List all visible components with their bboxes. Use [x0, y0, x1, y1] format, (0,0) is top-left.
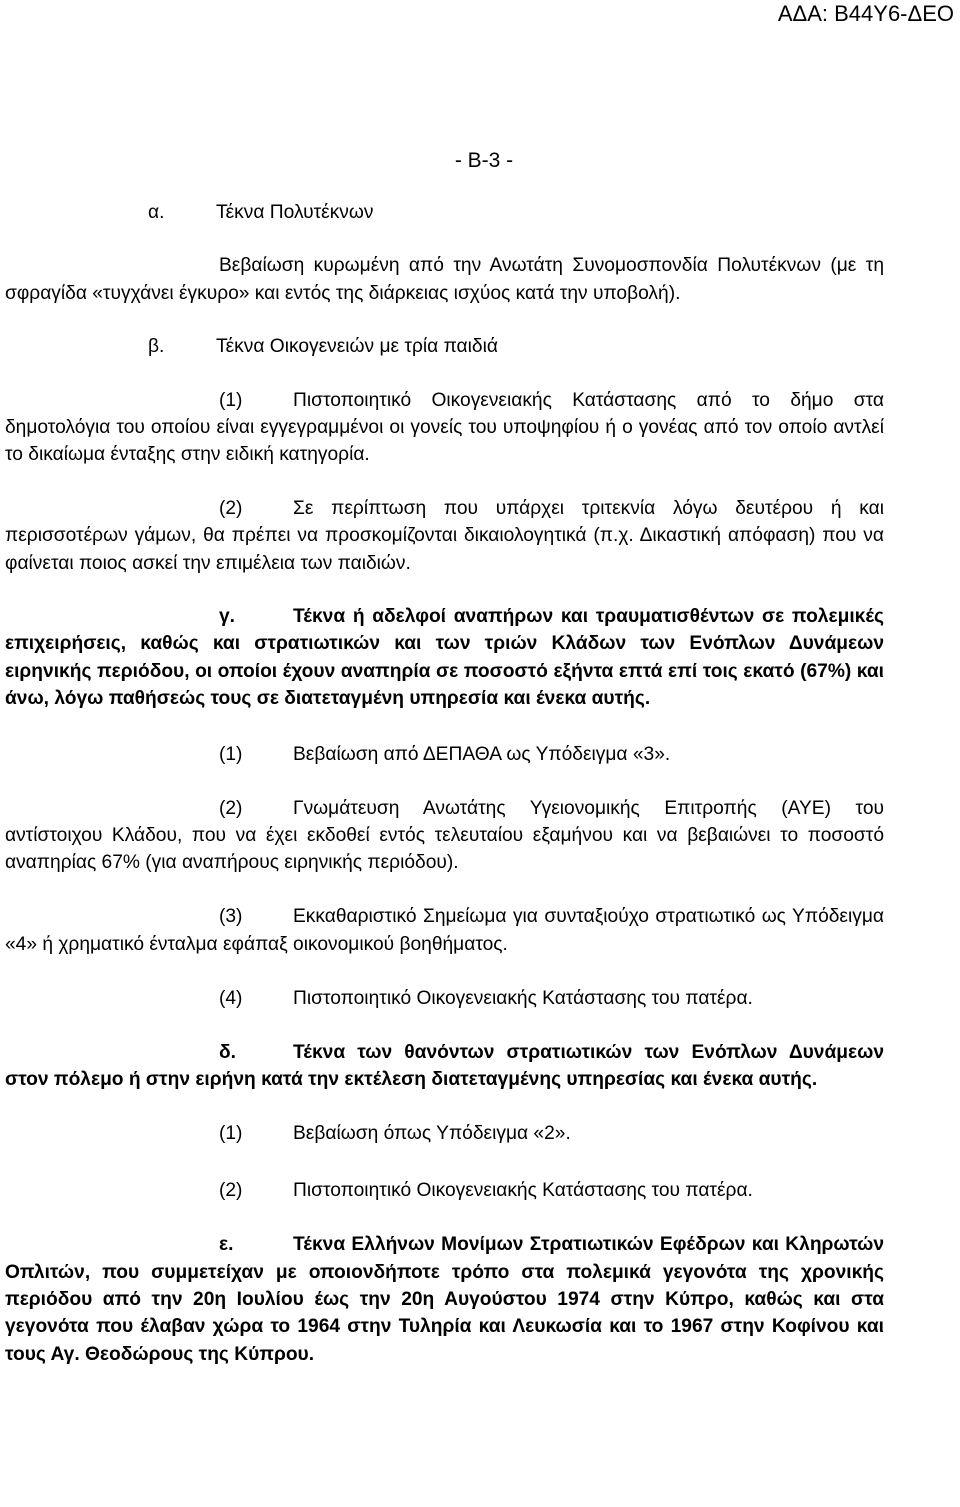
- item-number: (1): [219, 1122, 243, 1144]
- section-e-title: Τέκνα Ελλήνων Μονίμων Στρατιωτικών Εφέδρων και Κληρωτών Οπλιτών, που συμμετείχαν με οποιονδήποτε τρόπο στα πολεμικά γεγονότα της χρονικής περιόδου από την 20η Ιουλίου έως την 20η Αυγούστου 1974 στην Κύπρο, καθώς και στα γεγονότα που έλαβαν χώρα το 1964 στην Τυληρία και Λευκωσία και το 1967 στην Κοφίνου και τους Αγ. Θεοδώρους της Κύπρου.: [5, 1234, 884, 1365]
- section-d-item-2: [5, 1177, 884, 1204]
- item-text: Πιστοποιητικό Οικογενειακής Κατάστασης του πατέρα.: [293, 1180, 753, 1202]
- section-d-title: Τέκνα των θανόντων στρατιωτικών των Ενόπλων Δυνάμεων στον πόλεμο ή στην ειρήνη κατά την εκτέλεση διατεταγμένης υπηρεσίας και ένεκα αυτής.: [5, 1041, 884, 1090]
- item-number: (1): [219, 389, 243, 411]
- section-c-heading: [5, 603, 884, 713]
- item-text: Πιστοποιητικό Οικογενειακής Κατάστασης του πατέρα.: [293, 987, 753, 1009]
- item-number: (2): [219, 497, 243, 519]
- section-a-title: Τέκνα Πολυτέκνων: [216, 202, 374, 223]
- ada-code: ΑΔΑ: Β44Υ6-ΔΕΟ: [777, 1, 954, 26]
- item-number: (4): [219, 987, 243, 1009]
- section-a-heading: [5, 199, 884, 226]
- section-a-paragraph: Βεβαίωση κυρωμένη από την Ανωτάτη Συνομοσπονδία Πολυτέκνων (με τη σφραγίδα «τυγχάνει έγκυρο» και εντός της διάρκειας ισχύος κατά την υποβολή).: [5, 255, 884, 304]
- section-c-label: γ.: [219, 606, 236, 628]
- item-text: Σε περίπτωση που υπάρχει τριτεκνία λόγω δευτέρου ή και περισσοτέρων γάμων, θα πρέπει να προσκομίζονται δικαιολογητικά (π.χ. Δικαστική απόφαση) που να φαίνεται ποιος ασκεί την επιμέλεια των παιδιών.: [5, 497, 884, 574]
- section-b-item-1: [5, 387, 884, 469]
- section-d-label: δ.: [219, 1041, 236, 1063]
- item-text: Εκκαθαριστικό Σημείωμα για συνταξιούχο στρατιωτικό ως Υπόδειγμα «4» ή χρηματικό ένταλμα εφάπαξ οικονομικού βοηθήματος.: [5, 906, 884, 955]
- item-text: Βεβαίωση όπως Υπόδειγμα «2».: [293, 1122, 571, 1144]
- item-number: (2): [219, 797, 243, 819]
- section-c-item-4: [5, 985, 884, 1012]
- section-c-item-1: [5, 741, 884, 768]
- item-number: (1): [219, 743, 243, 765]
- section-c-item-3: [5, 903, 884, 958]
- section-d-heading: [5, 1039, 884, 1094]
- item-text: Πιστοποιητικό Οικογενειακής Κατάστασης από το δήμο στα δημοτολόγια του οποίου είναι εγγεγραμμένοι οι γονείς του υποψηφίου ή ο γονέας από τον οποίο αντλεί το δικαίωμα ένταξης στην ειδική κατηγορία.: [5, 389, 884, 466]
- item-text: Γνωμάτευση Ανωτάτης Υγειονομικής Επιτροπής (ΑΥΕ) του αντίστοιχου Κλάδου, που να έχει εκδοθεί εντός τελευταίου εξαμήνου και να βεβαιώνει το ποσοστό αναπηρίας 67% (για αναπήρους ειρηνικής περιόδου).: [5, 797, 884, 874]
- item-number: (3): [219, 906, 243, 928]
- section-e-heading: [5, 1231, 884, 1368]
- section-b-item-2: [5, 495, 884, 577]
- item-number: (2): [219, 1180, 243, 1202]
- page-number: - Β-3 -: [454, 149, 514, 172]
- item-text: Βεβαίωση από ΔΕΠΑΘΑ ως Υπόδειγμα «3».: [293, 743, 671, 765]
- document-body: [5, 199, 884, 1368]
- section-a-label: α.: [148, 202, 165, 223]
- section-b-title: Τέκνα Οικογενειών με τρία παιδιά: [216, 336, 498, 358]
- section-c-item-2: [5, 795, 884, 877]
- section-d-item-1: [5, 1120, 884, 1147]
- section-c-title: Τέκνα ή αδελφοί αναπήρων και τραυματισθέντων σε πολεμικές επιχειρήσεις, καθώς και στρατιωτικών και των τριών Κλάδων των Ενόπλων Δυνάμεων ειρηνικής περιόδου, οι οποίοι έχουν αναπηρία σε ποσοστό εξήντα επτά επί τοις εκατό (67%) και άνω, λόγω παθήσεώς τους σε διατεταγμένη υπηρεσία και ένεκα αυτής.: [5, 606, 884, 710]
- section-b-label: β.: [148, 336, 165, 358]
- section-e-label: ε.: [219, 1234, 234, 1256]
- section-b-heading: [5, 333, 884, 360]
